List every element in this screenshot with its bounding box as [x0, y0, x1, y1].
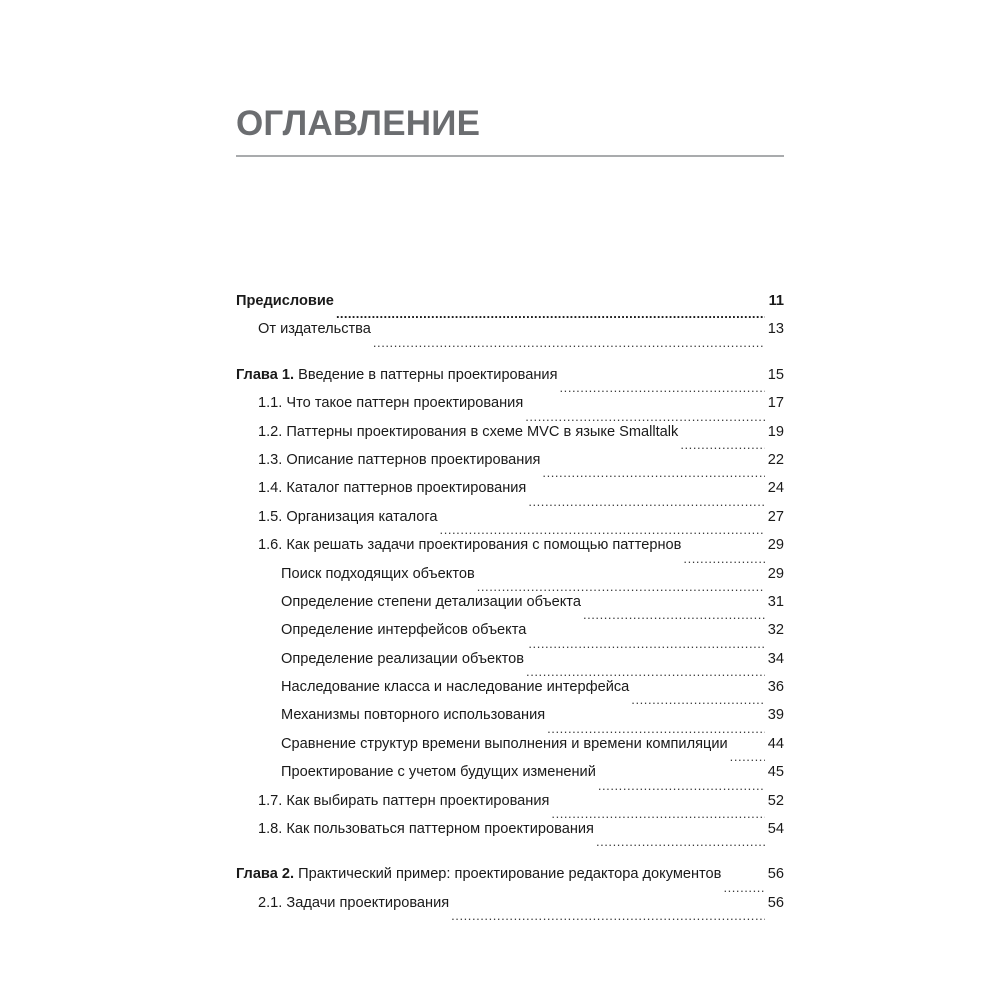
toc-entry[interactable]	[236, 706, 784, 734]
toc-entry-title: 1.7. Как выбирать паттерн проектирования	[258, 792, 550, 809]
toc-entry[interactable]	[236, 292, 784, 320]
dot-leader	[730, 749, 765, 763]
toc-page-number: 31	[767, 593, 784, 610]
toc-entry-title: 2.1. Задачи проектирования	[258, 894, 450, 911]
toc-entry-title: Проектирование с учетом будущих изменений	[281, 764, 596, 781]
toc-entry[interactable]	[236, 763, 784, 791]
page-title: ОГЛАВЛЕНИЕ	[236, 104, 481, 143]
dot-leader	[560, 380, 766, 394]
toc-page-number: 45	[767, 764, 784, 781]
toc-entry[interactable]	[236, 451, 784, 479]
toc-entry[interactable]	[236, 508, 784, 536]
table-of-contents	[236, 292, 784, 922]
toc-entry-title: Поиск подходящих объектов	[281, 565, 475, 582]
toc-entry[interactable]	[236, 593, 784, 621]
toc-page-number: 11	[768, 293, 784, 309]
toc-entry-title: От издательства	[258, 321, 371, 338]
title-divider	[236, 155, 784, 157]
toc-entry[interactable]	[236, 536, 784, 564]
toc-entry-title	[236, 366, 558, 385]
dot-leader	[526, 664, 765, 678]
dot-leader	[631, 692, 765, 706]
toc-entry[interactable]	[236, 678, 784, 706]
toc-entry-title: Определение реализации объектов	[281, 650, 525, 667]
dot-leader	[683, 551, 765, 565]
toc-entry-title: Механизмы повторного использования	[281, 707, 546, 724]
toc-entry[interactable]	[236, 894, 784, 922]
toc-entry-title: 1.5. Организация каталога	[258, 508, 438, 525]
toc-page-number: 56	[767, 894, 784, 911]
toc-page-number: 36	[767, 679, 784, 696]
toc-entry-title: Предисловие	[236, 293, 334, 309]
toc-entry-prefix: Глава 2.	[236, 866, 295, 883]
toc-entry[interactable]	[236, 650, 784, 678]
toc-entry-label: Практический пример: проектирование редактора документов	[298, 866, 722, 883]
toc-page-number: 17	[767, 395, 784, 412]
toc-page-number: 32	[767, 622, 784, 639]
toc-entry-title: 1.4. Каталог паттернов проектирования	[258, 480, 527, 497]
toc-page-number: 27	[767, 508, 784, 525]
toc-page-number: 52	[767, 792, 784, 809]
dot-leader	[528, 494, 765, 508]
toc-header	[236, 104, 784, 157]
toc-entry-title: 1.8. Как пользоваться паттерном проектирования	[258, 821, 594, 838]
dot-leader	[477, 579, 765, 593]
dot-leader	[598, 778, 765, 792]
toc-page-number: 29	[767, 565, 784, 582]
toc-entry-title: 1.1. Что такое паттерн проектирования	[258, 395, 524, 412]
toc-entry-prefix: Глава 1.	[236, 366, 295, 383]
toc-entry[interactable]	[236, 394, 784, 422]
toc-page-number: 56	[767, 866, 784, 883]
dot-leader	[528, 636, 765, 650]
dot-leader	[547, 721, 765, 735]
toc-entry-title: 1.3. Описание паттернов проектирования	[258, 451, 541, 468]
toc-page-number: 34	[767, 650, 784, 667]
toc-entry[interactable]	[236, 865, 784, 893]
toc-entry-title	[236, 865, 721, 884]
dot-leader	[583, 607, 765, 621]
dot-leader	[440, 522, 765, 536]
toc-entry-title: Наследование класса и наследование интерфейса	[281, 679, 630, 696]
toc-entry[interactable]	[236, 565, 784, 593]
toc-entry[interactable]	[236, 366, 784, 394]
toc-entry-title: Определение степени детализации объекта	[281, 593, 581, 610]
toc-entry[interactable]	[236, 820, 784, 848]
toc-page-number: 29	[767, 537, 784, 554]
toc-entry-label: Введение в паттерны проектирования	[298, 366, 558, 383]
toc-page-number: 19	[767, 423, 784, 440]
toc-entry[interactable]	[236, 621, 784, 649]
dot-leader	[551, 806, 765, 820]
toc-entry-title: Определение интерфейсов объекта	[281, 622, 527, 639]
toc-entry[interactable]	[236, 735, 784, 763]
dot-leader	[596, 834, 765, 848]
dot-leader	[542, 465, 765, 479]
dot-leader	[373, 335, 765, 349]
toc-page-number: 13	[767, 321, 784, 338]
dot-leader	[723, 880, 765, 894]
dot-leader	[525, 409, 765, 423]
toc-entry-title: 1.6. Как решать задачи проектирования с помощью паттернов	[258, 537, 682, 554]
toc-entry-title: Сравнение структур времени выполнения и времени компиляции	[281, 735, 728, 752]
dot-leader	[680, 437, 765, 451]
toc-page-number: 44	[767, 735, 784, 752]
toc-entry-title: 1.2. Паттерны проектирования в схеме MVC в языке Smalltalk	[258, 423, 679, 440]
toc-entry[interactable]	[236, 320, 784, 348]
dot-leader	[336, 306, 765, 320]
toc-page-number: 15	[767, 366, 784, 383]
toc-entry[interactable]	[236, 423, 784, 451]
toc-entry[interactable]	[236, 479, 784, 507]
toc-entry[interactable]	[236, 792, 784, 820]
toc-page-number: 22	[767, 451, 784, 468]
toc-page-number: 39	[767, 707, 784, 724]
dot-leader	[451, 908, 765, 922]
toc-page-number: 24	[767, 480, 784, 497]
toc-page-number: 54	[767, 821, 784, 838]
